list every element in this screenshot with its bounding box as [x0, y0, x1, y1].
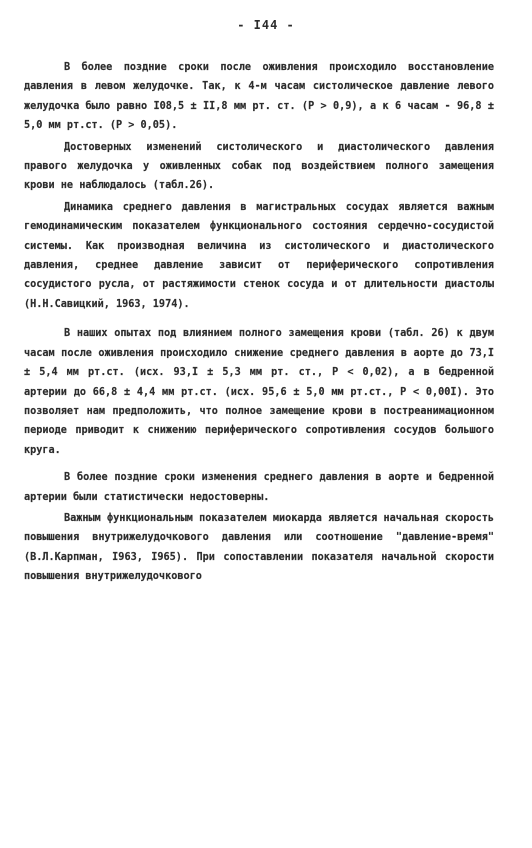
paragraph-right-ventricle: Достоверных изменений систолического и диастолического давления правого желудочка у оживленных собак под воздействием полного замещения крови не наблюдалось (табл.26). [24, 141, 494, 192]
paragraph-mean-pressure-dynamics: Динамика среднего давления в магистральных сосудах является важным гемодинамическим показателем функционального состояния сердечно-сосудистой системы. Как производная величина из систолического и диастолического давления, среднее давление зависит от периферического сопротивления сосудистого русла, от растяжимости стенок сосуда и от длительности диастолы (Н.Н.Савицкий, 1963, 1974). [24, 201, 494, 310]
paragraph-our-experiments: В наших опытах под влиянием полного замещения крови (табл. 26) к двум часам после оживления происходило снижение среднего давления в аорте до 73,I ± 5,4 мм рт.ст. (исх. 93,I ± 5,3 мм рт. ст., P < 0,02), а в бедренной артерии до 66,8 ± 4,4 мм рт.ст. (исх. 95,6 ± 5,0 мм рт.ст., P < 0,00I). Это позволяет нам предположить, что полное замещение крови в постреанимационном периоде приводит к снижению периферического сопротивления сосудов большого круга. [24, 328, 494, 456]
paragraph-myocardium-indicator: Важным функциональным показателем миокарда является начальная скорость повышения внутрижелудочкового давления или соотношение "давление-время" (В.Л.Карпман, I963, I965). При сопоставлении показателя начальной скорости повышения внутрижелудочкового [24, 512, 494, 583]
page-number: - I44 - [237, 18, 295, 32]
paragraph-later-changes: В более поздние сроки изменения среднего давления в аорте и бедренной артерии были статистически недостоверны. [24, 472, 494, 503]
paragraph-left-ventricle-recovery: В более поздние сроки после оживления происходило восстановление давления в левом желудочке. Так, к 4-м часам систолическое давление левого желудочка было равно I08,5 ± II,8 мм рт. ст. (P > 0,9), а к 6 часам - 96,8 ± 5,0 мм рт.ст. (P > 0,05). [24, 62, 494, 132]
document-body [24, 58, 494, 587]
